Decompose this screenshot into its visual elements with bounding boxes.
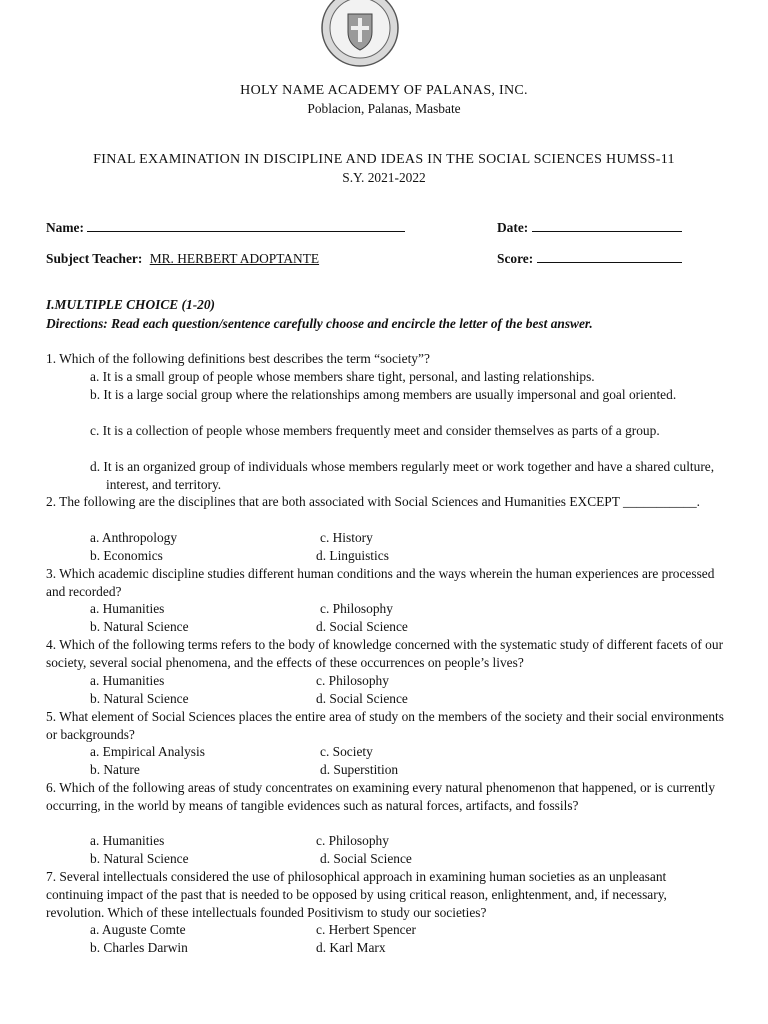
question-6: 6. Which of the following areas of study concentrates on examining every natural phenomenon that happened, or is currently occurring, in the world by means of tangible evidences such as natural forces, artifacts, and fossils? [46,780,716,813]
name-field[interactable] [46,219,405,237]
q6-option-d[interactable]: d. Social Science [320,851,412,866]
q1-option-c[interactable]: c. It is a collection of people whose members frequently meet and consider themselves as parts of a group. [90,423,660,438]
teacher-name: MR. HERBERT ADOPTANTE [149,251,320,266]
question-4: 4. Which of the following terms refers to the body of knowledge concerned with the systematic study of different facets of our society, several social phenomena, and the effects of these occurrences on people’s lives? [46,637,724,670]
teacher-label: Subject Teacher: [46,251,143,266]
score-field[interactable] [497,250,682,268]
q6-option-c[interactable]: c. Philosophy [316,833,389,848]
q5-option-d[interactable]: d. Superstition [320,762,399,777]
q4-option-b[interactable]: b. Natural Science [90,691,189,706]
q6-option-a[interactable]: a. Humanities [90,833,165,848]
q3-option-c[interactable]: c. Philosophy [320,601,393,616]
question-5: 5. What element of Social Sciences places the entire area of study on the members of the society and their social environments or backgrounds? [46,709,724,742]
q3-option-a[interactable]: a. Humanities [90,601,165,616]
section-title: I.MULTIPLE CHOICE (1-20) [46,297,216,312]
q1-option-b[interactable]: b. It is a large social group where the relationships among members are usually impersonal and goal oriented. [90,387,677,402]
school-seal-logo [320,0,400,68]
score-label: Score: [497,251,534,266]
date-field[interactable] [497,219,682,237]
date-label: Date: [497,220,529,235]
question-3: 3. Which academic discipline studies different human conditions and the ways wherein the human experiences are processed and recorded? [46,566,715,599]
school-address: Poblacion, Palanas, Masbate [307,101,461,116]
q6-option-b[interactable]: b. Natural Science [90,851,189,866]
q5-option-a[interactable]: a. Empirical Analysis [90,744,205,759]
name-label: Name: [46,220,84,235]
q2-option-d[interactable]: d. Linguistics [316,548,389,563]
score-blank[interactable] [537,250,682,263]
q1-option-a[interactable]: a. It is a small group of people whose members share tight, personal, and lasting relationships. [90,369,595,384]
q7-option-c[interactable]: c. Herbert Spencer [316,922,417,937]
section-directions: Directions: Read each question/sentence carefully choose and encircle the letter of the best answer. [46,316,593,331]
name-blank[interactable] [87,219,405,232]
q5-option-c[interactable]: c. Society [320,744,373,759]
exam-title: FINAL EXAMINATION IN DISCIPLINE AND IDEAS IN THE SOCIAL SCIENCES HUMSS-11 [93,152,675,167]
q2-option-b[interactable]: b. Economics [90,548,163,563]
school-name: HOLY NAME ACADEMY OF PALANAS, INC. [240,83,528,98]
school-year: S.Y. 2021-2022 [342,170,426,185]
question-7: 7. Several intellectuals considered the use of philosophical approach in examining human societies as an unpleasant continuing impact of the past that is needed to be opposed by using critical reason, enlightenment, and, if necessary, revolution. Which of these intellectuals founded Positivism to study our societies? [46,869,667,920]
date-blank[interactable] [532,219,682,232]
q4-option-d[interactable]: d. Social Science [316,691,408,706]
q7-option-d[interactable]: d. Karl Marx [316,940,386,955]
q3-option-d[interactable]: d. Social Science [316,619,408,634]
q2-option-a[interactable]: a. Anthropology [90,530,178,545]
q7-option-a[interactable]: a. Auguste Comte [90,922,186,937]
q7-option-b[interactable]: b. Charles Darwin [90,940,188,955]
question-2: 2. The following are the disciplines that are both associated with Social Sciences and Humanities EXCEPT ___________. [46,494,701,509]
question-1: 1. Which of the following definitions best describes the term “society”? [46,351,430,366]
q4-option-c[interactable]: c. Philosophy [316,673,389,688]
q3-option-b[interactable]: b. Natural Science [90,619,189,634]
teacher-field [46,250,319,268]
q1-option-d[interactable]: d. It is an organized group of individuals whose members regularly meet or work together and have a shared culture, interest, and territory. [90,459,715,492]
q2-option-c[interactable]: c. History [320,530,373,545]
q5-option-b[interactable]: b. Nature [90,762,140,777]
q4-option-a[interactable]: a. Humanities [90,673,165,688]
